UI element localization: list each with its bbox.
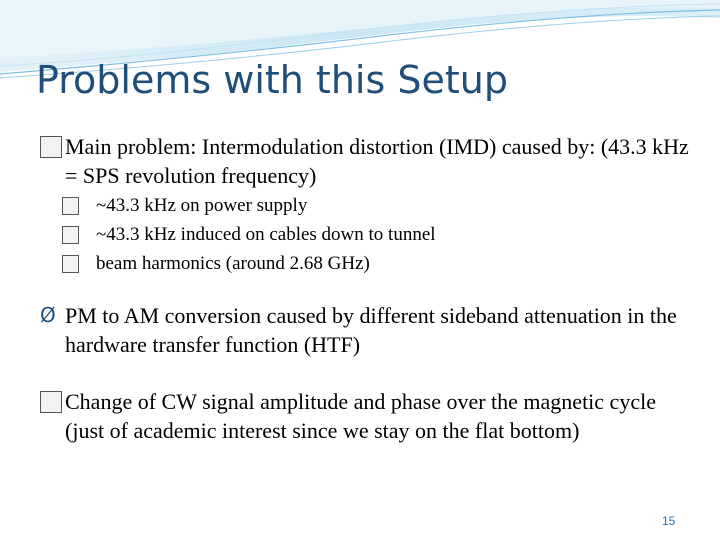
bullet-text: Change of CW signal amplitude and phase over the magnetic cycle (just of academic interest since we stay on the flat bottom): [65, 389, 656, 443]
missing-glyph-bullet-icon: [40, 136, 62, 158]
slide-title: Problems with this Setup: [36, 58, 508, 102]
page-number: 15: [662, 514, 676, 528]
sub-bullet-cables: [62, 219, 690, 250]
bullet-cw-signal-change: [40, 387, 690, 445]
arrow-bullet-icon: Ø: [40, 303, 56, 327]
bullet-text: beam harmonics (around 2.68 GHz): [96, 253, 370, 274]
sub-bullet-power-supply: [62, 190, 690, 221]
bullet-pm-am-conversion: [40, 301, 690, 359]
bullet-text: Main problem: Intermodulation distortion (IMD) caused by: (43.3 kHz = SPS revolution frequency): [65, 134, 689, 188]
missing-glyph-bullet-icon: [40, 391, 62, 413]
missing-glyph-bullet-icon: [62, 255, 79, 273]
slide-body: [40, 132, 690, 445]
bullet-text: ~43.3 kHz induced on cables down to tunnel: [96, 224, 436, 245]
bullet-text: PM to AM conversion caused by different sideband attenuation in the hardware transfer function (HTF): [65, 303, 677, 357]
missing-glyph-bullet-icon: [62, 226, 79, 244]
bullet-main-problem: [40, 132, 690, 190]
missing-glyph-bullet-icon: [62, 197, 79, 215]
bullet-text: ~43.3 kHz on power supply: [96, 195, 308, 216]
sub-bullet-beam-harmonics: [62, 248, 690, 279]
